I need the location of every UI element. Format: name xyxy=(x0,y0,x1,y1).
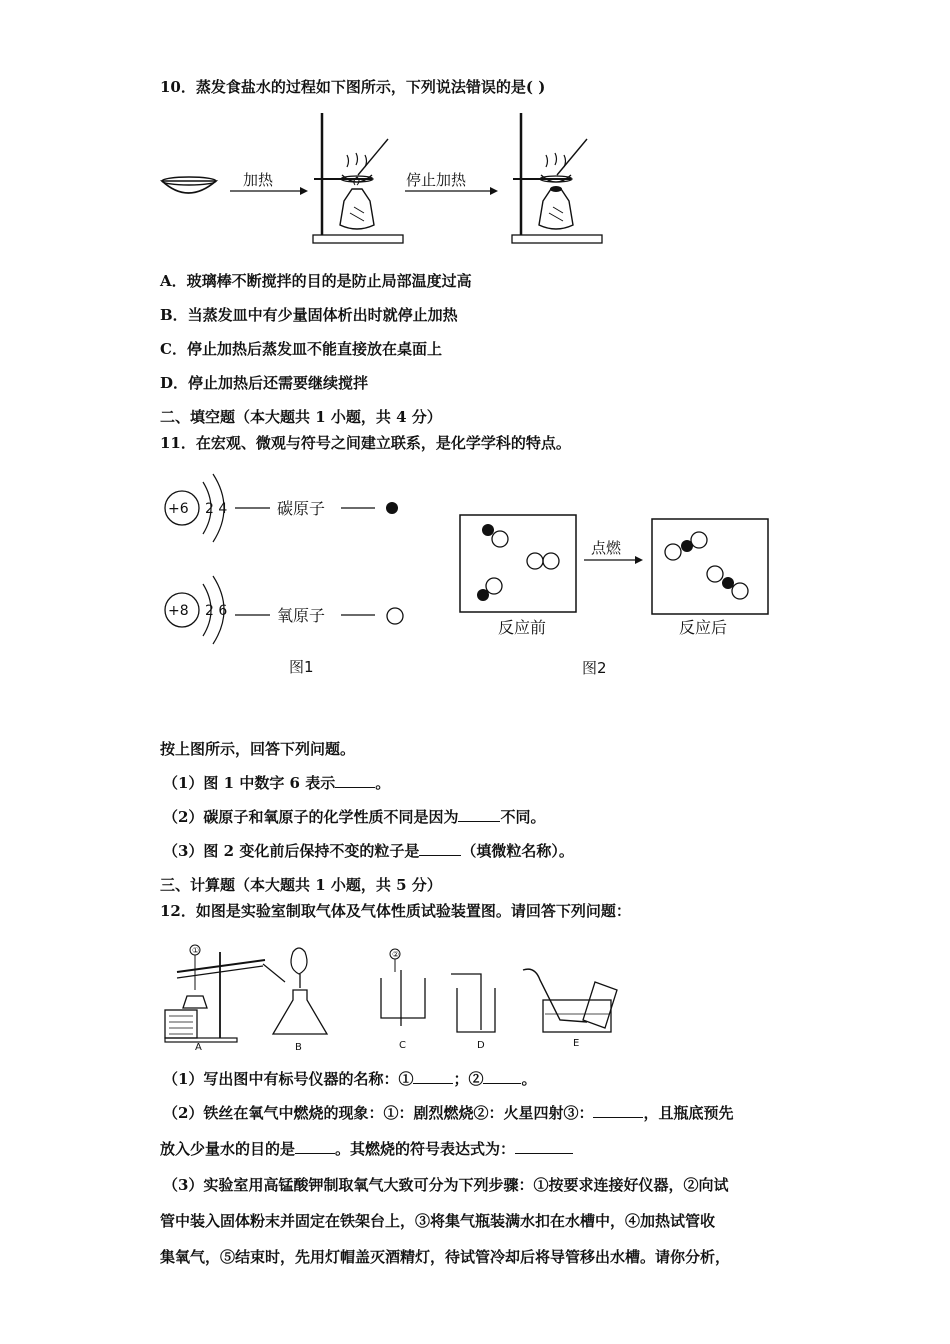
q12-part2-line2-text: 放入少量水的目的是 xyxy=(160,1140,296,1158)
oxygen-shells: 2 6 xyxy=(205,603,228,619)
q11-part2 xyxy=(163,806,545,827)
q11-part1-end: 。 xyxy=(375,774,391,792)
label-after: 反应后 xyxy=(679,618,728,637)
apparatus-figure xyxy=(155,930,630,1055)
label-e: E xyxy=(573,1038,580,1049)
label-before: 反应前 xyxy=(498,618,547,637)
q11-part2-text: （2）碳原子和氧原子的化学性质不同是因为 xyxy=(163,808,459,826)
q11-part1 xyxy=(163,772,390,793)
mark2-label: ② xyxy=(392,950,400,959)
label-a: A xyxy=(195,1042,202,1053)
label-stop-heat: 停止加热 xyxy=(406,171,467,189)
answer-blank[interactable] xyxy=(593,1103,643,1118)
q12-part2-end: ，且瓶底预先 xyxy=(643,1104,734,1122)
q11-stem: 11．在宏观、微观与符号之间建立联系，是化学学科的特点。 xyxy=(160,434,571,452)
label-heat: 加热 xyxy=(243,171,274,189)
label-d: D xyxy=(477,1040,485,1051)
answer-blank[interactable] xyxy=(295,1139,335,1154)
atom-structure-figure xyxy=(155,460,425,685)
answer-blank[interactable] xyxy=(515,1139,573,1154)
q10-option-c: C．停止加热后蒸发皿不能直接放在桌面上 xyxy=(160,340,442,358)
section2-heading: 二、填空题（本大题共 1 小题，共 4 分） xyxy=(160,408,442,426)
q12-part1 xyxy=(163,1068,536,1089)
q10-option-b: B．当蒸发皿中有少量固体析出时就停止加热 xyxy=(160,306,458,324)
q11-prompt: 按上图所示，回答下列问题。 xyxy=(160,740,356,758)
q10-option-d: D．停止加热后还需要继续搅拌 xyxy=(160,374,369,392)
q12-stem: 12．如图是实验室制取气体及气体性质试验装置图。请回答下列问题： xyxy=(160,902,631,920)
carbon-label: 碳原子 xyxy=(277,499,326,518)
q12-part2-text: （2）铁丝在氧气中燃烧的现象：①：剧烈燃烧②：火星四射③： xyxy=(163,1104,594,1122)
oxygen-nucleus: +8 xyxy=(168,603,189,619)
mark1-label: ① xyxy=(192,946,200,955)
q12-part1-end: 。 xyxy=(521,1070,537,1088)
q10-stem: 10．蒸发食盐水的过程如下图所示，下列说法错误的是( ) xyxy=(160,78,546,96)
q12-part3-line3: 集氧气，⑤结束时，先用灯帽盖灭酒精灯，待试管冷却后将导管移出水槽。请你分析， xyxy=(160,1248,731,1266)
oxygen-atom-icon xyxy=(387,608,403,624)
answer-blank[interactable] xyxy=(458,807,500,822)
label-c: C xyxy=(399,1040,406,1051)
evaporation-figure xyxy=(150,105,620,250)
q11-part3-text: （3）图 2 变化前后保持不变的粒子是 xyxy=(163,842,420,860)
arrow-label-ignite: 点燃 xyxy=(591,539,622,557)
q11-part3-end: （填微粒名称）。 xyxy=(461,842,574,860)
q10-option-a: A．玻璃棒不断搅拌的目的是防止局部温度过高 xyxy=(160,272,472,290)
reaction-figure xyxy=(455,505,780,685)
q12-part2-line1 xyxy=(163,1102,733,1123)
label-b: B xyxy=(295,1042,302,1053)
q12-part3-line1: （3）实验室用高锰酸钾制取氧气大致可分为下列步骤：①按要求连接好仪器，②向试 xyxy=(163,1176,729,1194)
answer-blank[interactable] xyxy=(483,1069,521,1084)
fig1-caption: 图1 xyxy=(289,658,314,676)
answer-blank[interactable] xyxy=(413,1069,453,1084)
answer-blank[interactable] xyxy=(419,841,461,856)
oxygen-label: 氧原子 xyxy=(277,606,326,625)
q12-part1-mid: ；② xyxy=(453,1070,484,1088)
q12-part2-line2-mid: 。其燃烧的符号表达式为： xyxy=(335,1140,516,1158)
section3-heading: 三、计算题（本大题共 1 小题，共 5 分） xyxy=(160,876,442,894)
q11-part1-text: （1）图 1 中数字 6 表示 xyxy=(163,774,336,792)
q11-part3 xyxy=(163,840,574,861)
carbon-atom-icon xyxy=(386,502,398,514)
q12-part2-line2 xyxy=(160,1138,573,1159)
q12-part3-line2: 管中装入固体粉末并固定在铁架台上，③将集气瓶装满水扣在水槽中，④加热试管收 xyxy=(160,1212,716,1230)
carbon-shells: 2 4 xyxy=(205,501,228,517)
fig2-caption: 图2 xyxy=(582,659,607,677)
q11-part2-end: 不同。 xyxy=(500,808,546,826)
q12-part1-text: （1）写出图中有标号仪器的名称：① xyxy=(163,1070,414,1088)
answer-blank[interactable] xyxy=(335,773,375,788)
carbon-nucleus: +6 xyxy=(168,501,189,517)
